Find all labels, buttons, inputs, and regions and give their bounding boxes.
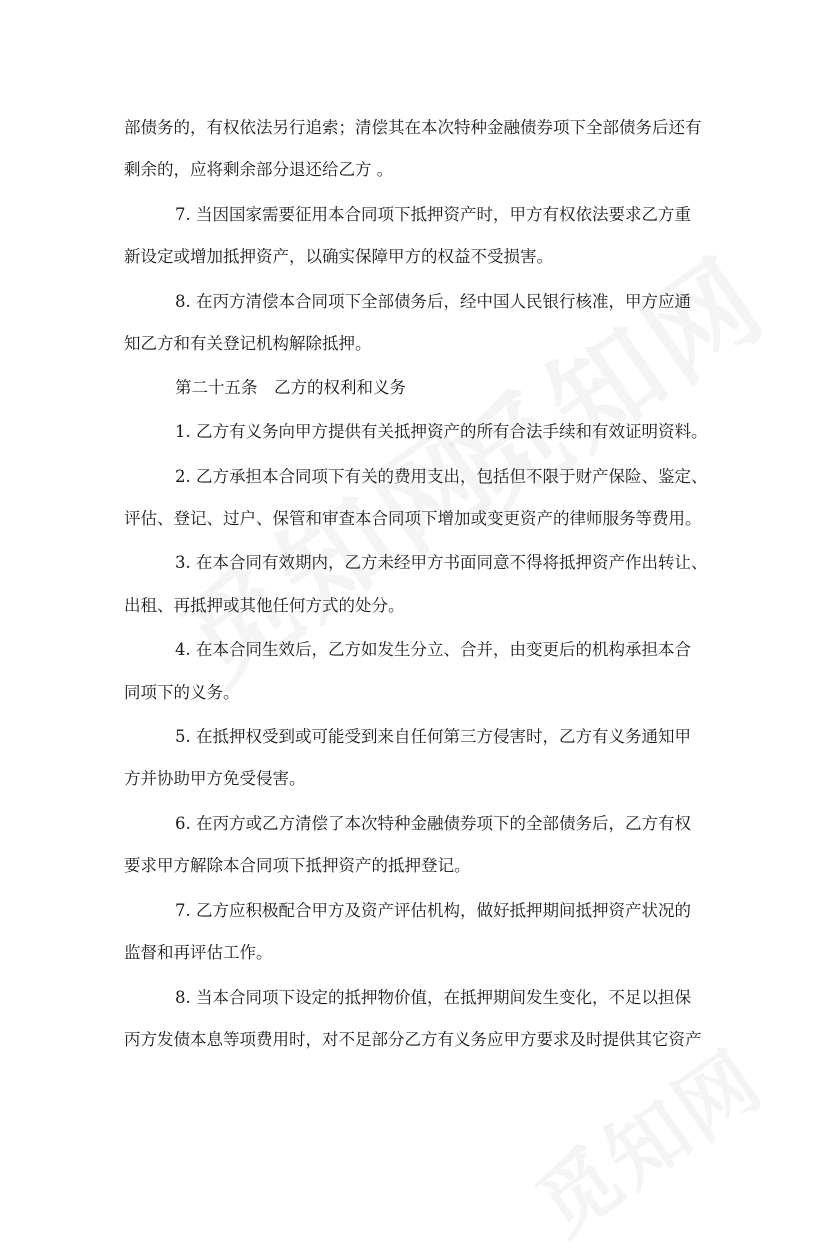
paragraph-line: 6. 在丙方或乙方清偿了本次特种金融债券项下的全部债务后，乙方有权 bbox=[175, 814, 691, 833]
paragraph-line: 知乙方和有关登记机构解除抵押。 bbox=[124, 334, 372, 353]
paragraph-line: 8. 当本合同项下设定的抵押物价值，在抵押期间发生变化，不足以担保 bbox=[175, 988, 691, 1007]
paragraph-line: 2. 乙方承担本合同项下有关的费用支出，包括但不限于财产保险、鉴定、 bbox=[175, 467, 708, 486]
paragraph-line: 评估、登记、过户、保管和审查本合同项下增加或变更资产的律师服务等费用。 bbox=[124, 509, 702, 528]
paragraph-line: 部债务的，有权依法另行追索；清偿其在本次特种金融债券项下全部债务后还有 bbox=[124, 118, 702, 137]
watermark bbox=[510, 1018, 782, 1257]
paragraph-line: 5. 在抵押权受到或可能受到来自任何第三方侵害时，乙方有义务通知甲 bbox=[175, 727, 691, 746]
paragraph-line: 出租、再抵押或其他任何方式的处分。 bbox=[124, 596, 405, 615]
paragraph-line: 7. 乙方应积极配合甲方及资产评估机构，做好抵押期间抵押资产状况的 bbox=[175, 901, 691, 920]
paragraph-line: 剩余的，应将剩余部分退还给乙方 。 bbox=[124, 160, 394, 179]
paragraph-line: 8. 在丙方清偿本合同项下全部债务后，经中国人民银行核准，甲方应通 bbox=[175, 292, 691, 311]
paragraph-line: 7. 当因国家需要征用本合同项下抵押资产时，甲方有权依法要求乙方重 bbox=[175, 205, 691, 224]
paragraph-line: 4. 在本合同生效后，乙方如发生分立、合并，由变更后的机构承担本合 bbox=[175, 640, 691, 659]
paragraph-line: 1. 乙方有义务向甲方提供有关抵押资产的所有合法手续和有效证明资料。 bbox=[175, 422, 708, 441]
paragraph-line: 3. 在本合同有效期内，乙方未经甲方书面同意不得将抵押资产作出转让、 bbox=[175, 553, 708, 572]
paragraph-line: 新设定或增加抵押资产，以确实保障甲方的权益不受损害。 bbox=[124, 247, 553, 266]
paragraph-line: 方并协助甲方免受侵害。 bbox=[124, 769, 306, 788]
section-heading: 第二十五条 乙方的权利和义务 bbox=[175, 378, 406, 397]
paragraph-line: 要求甲方解除本合同项下抵押资产的抵押登记。 bbox=[124, 856, 471, 875]
paragraph-line: 同项下的义务。 bbox=[124, 683, 240, 702]
paragraph-line: 监督和再评估工作。 bbox=[124, 943, 273, 962]
paragraph-line: 丙方发债本息等项费用时，对不足部分乙方有义务应甲方要求及时提供其它资产 bbox=[124, 1030, 702, 1049]
